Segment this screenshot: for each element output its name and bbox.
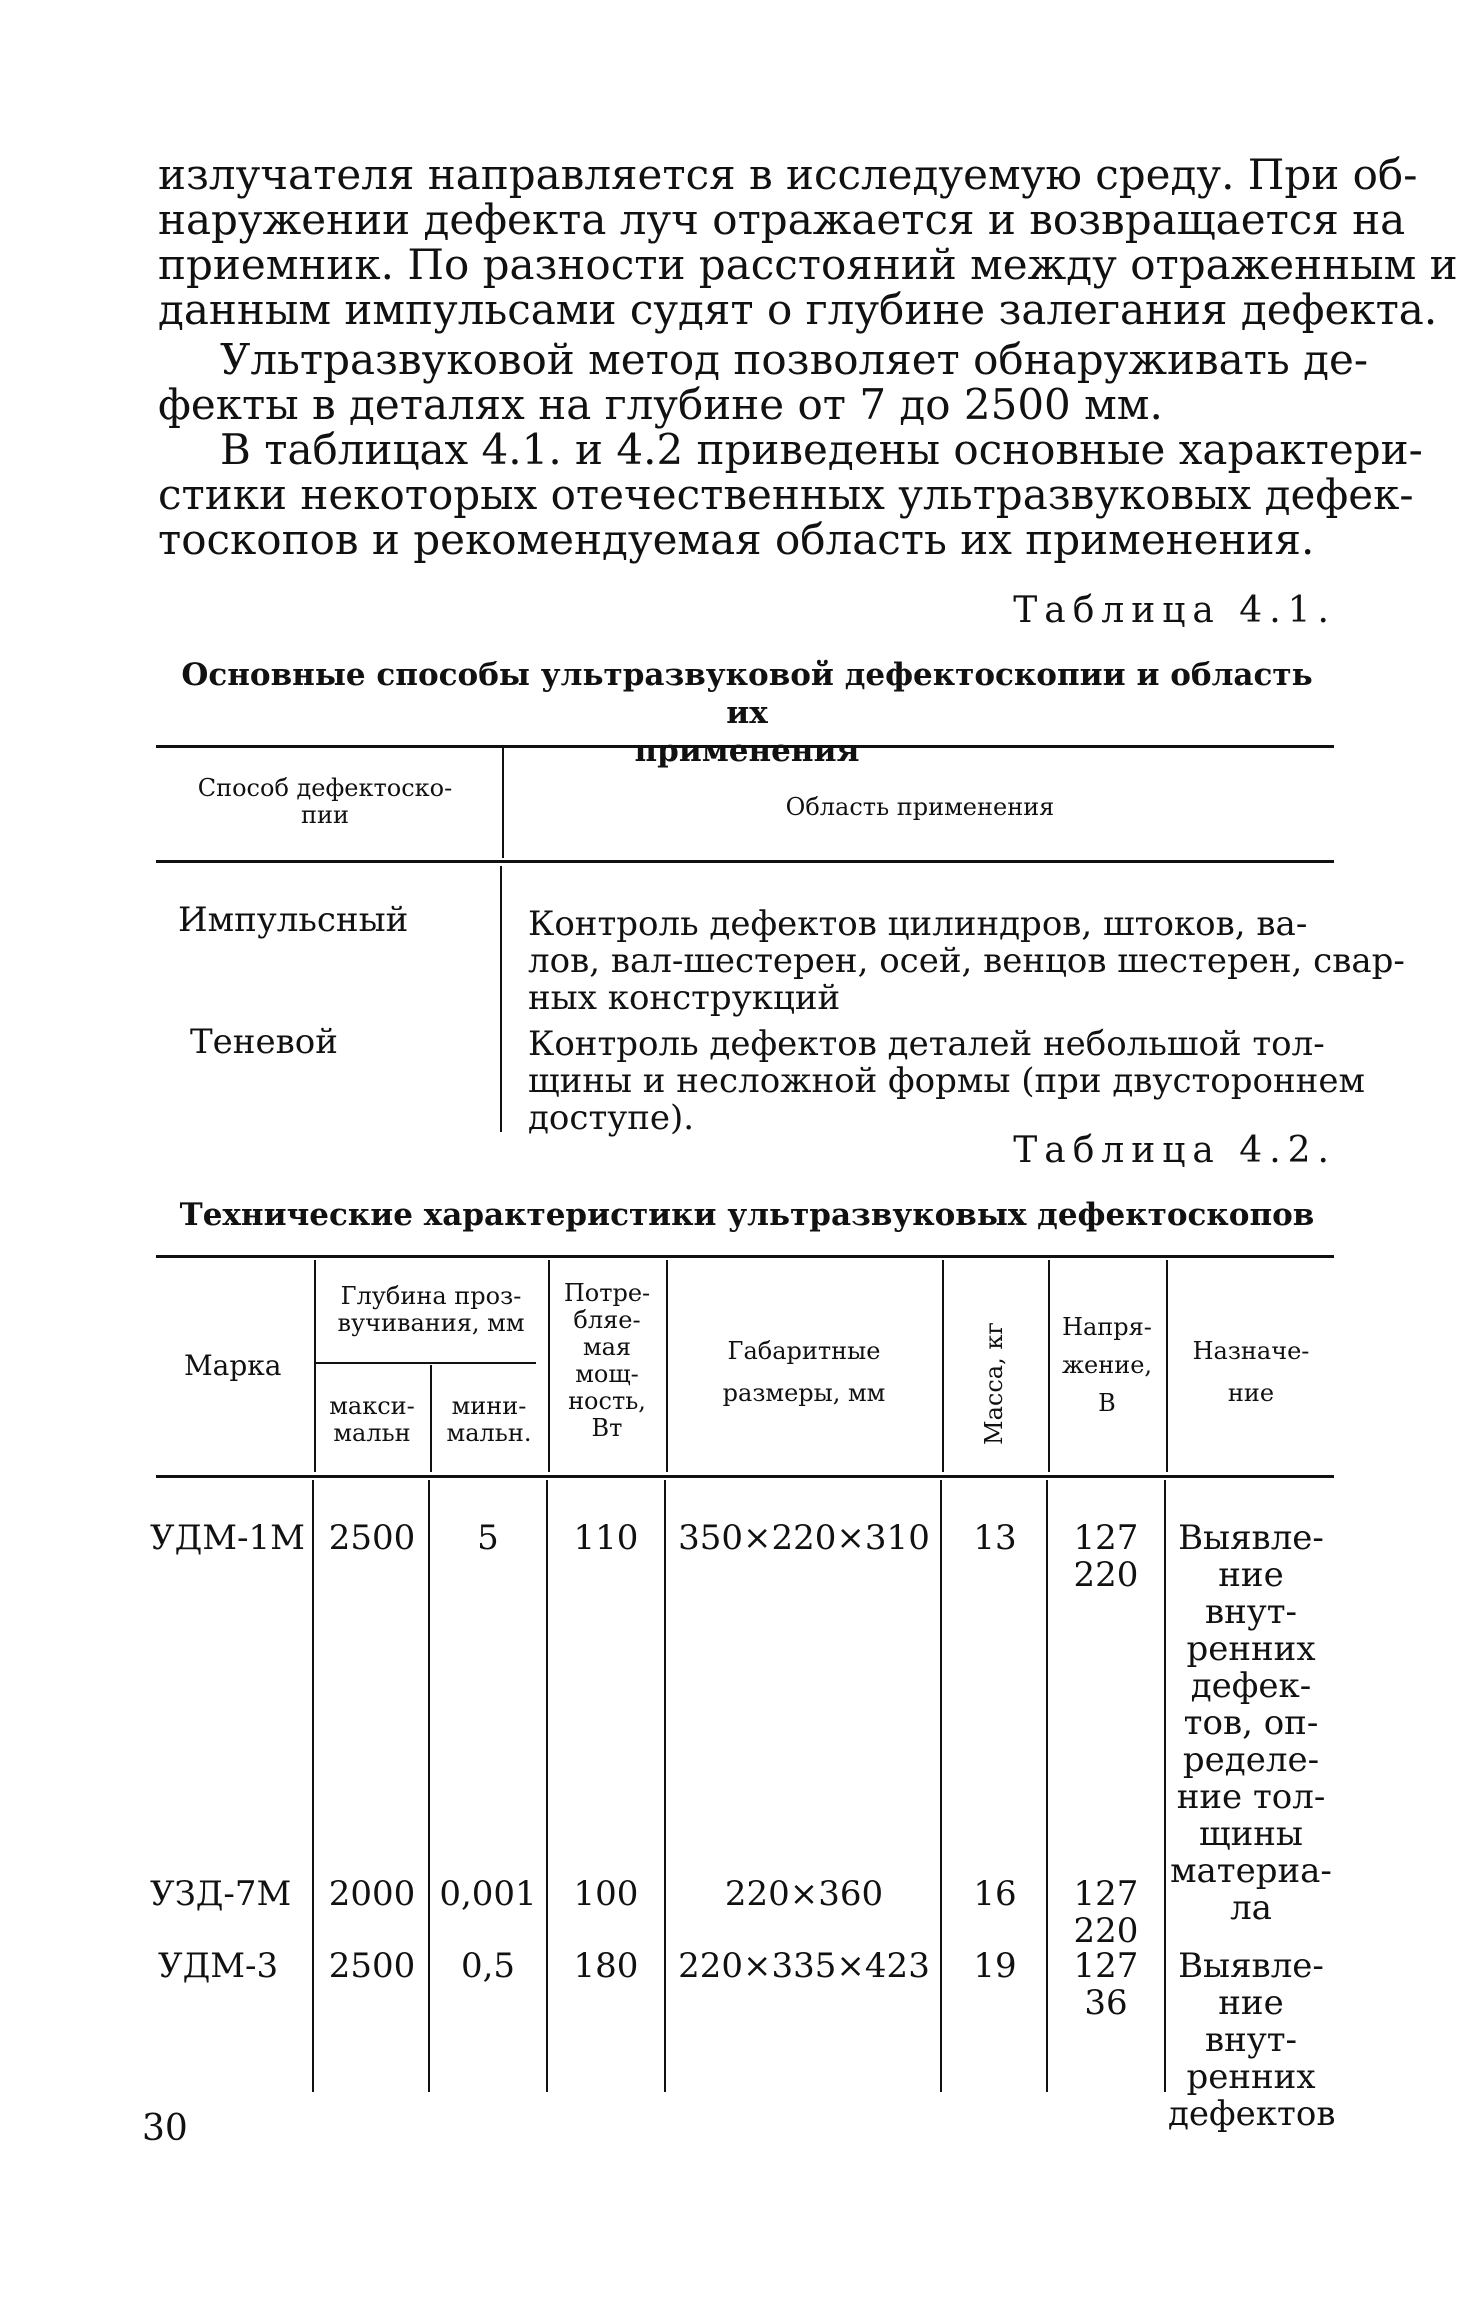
table1-header-divider [502,748,504,858]
table2-divider-5 [942,1260,944,1472]
table2-row1-purpose: Выявле- ние внут- ренних дефек- тов, оп- ределе- ние тол- щины материа- ла [1170,1518,1332,1928]
table2-row1-mark: УДМ-1М [150,1518,305,1558]
paragraph-2: Ультразвуковой метод позволяет обнаруживать де- [220,335,1369,384]
table2-row3-voltage: 127 36 [1073,1946,1139,2023]
table2-body-divider-3 [546,1480,548,2092]
table2-row3-power: 180 [573,1946,639,1986]
table2-header-power: Потре- бляе- мая мощ- ность, Вт [563,1279,651,1442]
table1-row1-area: Контроль дефектов цилиндров, штоков, ва- лов, вал-шестерен, осей, венцов шестерен, свар- ных конструкций [528,904,1405,1018]
table2-number: Таблица 4.2. [1013,1130,1336,1171]
table2-header-depth-min: мини- мальн. [446,1392,532,1447]
table2-row2-dims: 220×360 [724,1874,884,1914]
table2-row1-power: 110 [573,1518,639,1558]
table1-header-area: Область применения [785,793,1055,821]
table2-row2-mass: 16 [973,1874,1017,1914]
table2-header-depth-max: макси- мальн [329,1392,415,1447]
table1-number: Таблица 4.1. [1013,590,1336,631]
page-number: 30 [142,2108,188,2149]
table2-row1-voltage: 127 220 [1073,1518,1139,1595]
table1-row2-area: Контроль дефектов деталей небольшой тол- щины и несложной формы (при двустороннем доступе). [528,1024,1365,1138]
table2-row1-min: 5 [477,1518,499,1558]
table2-body-divider-1 [312,1480,314,2092]
table2-body-divider-2 [428,1480,430,2092]
table2-title: Технические характеристики ультразвуковых дефектоскопов [179,1197,1315,1233]
table2-header-rule [156,1475,1334,1478]
table2-row3-mark: УДМ-3 [158,1946,279,1986]
table2-top-rule [156,1255,1334,1258]
table2-body-divider-7 [1164,1480,1166,2092]
table2-depth-subrule [316,1362,536,1364]
table2-row1-mass: 13 [973,1518,1017,1558]
table2-header-mass: Масса, кг [980,1322,1008,1445]
table1-row1-method: Импульсный [178,900,409,940]
table1-body-divider [500,866,502,1132]
table2-body-divider-5 [940,1480,942,2092]
paragraph-3: В таблицах 4.1. и 4.2 приведены основные характери- [220,425,1423,474]
table1-header-rule [156,860,1334,863]
table2-row3-max: 2500 [328,1946,416,1986]
table2-row3-min: 0,5 [460,1946,516,1986]
table2-row2-min: 0,001 [439,1874,537,1914]
table2-header-depth: Глубина проз- вучивания, мм [337,1282,525,1337]
table2-header-voltage: Напря- жение, В [1061,1313,1153,1417]
table2-header-purpose: Назначе- ние [1192,1337,1310,1407]
table2-body-divider-4 [664,1480,666,2092]
table1-title: Основные способы ультразвуковой дефектоскопии и область их применения [181,657,1313,769]
paragraph-2-cont: фекты в деталях на глубине от 7 до 2500 мм. [158,380,1163,429]
table2-row2-power: 100 [573,1874,639,1914]
table1-row2-method: Теневой [190,1022,338,1062]
table2-row2-mark: УЗД-7М [150,1874,292,1914]
table2-row1-dims: 350×220×310 [678,1518,930,1558]
paragraph-1: излучателя направляется в исследуемую среду. При об- наружении дефекта луч отражается и возвращается на приемник. По разности расстояний между отраженным и данным импульсами судят о глубине залегания дефекта. [158,150,1458,334]
table2-header-dims: Габаритные размеры, мм [722,1337,886,1407]
table2-row3-purpose: Выявле- ние внут- ренних дефектов [1168,1946,1336,2134]
table2-row1-max: 2500 [328,1518,416,1558]
table2-row2-voltage: 127 220 [1073,1874,1139,1951]
table1-header-method: Способ дефектоско- пии [197,774,453,829]
table2-header-mark: Марка [184,1349,282,1382]
table2-row3-mass: 19 [973,1946,1017,1986]
table2-row2-max: 2000 [328,1874,416,1914]
table2-row3-dims: 220×335×423 [678,1946,930,1986]
table1-top-rule [156,745,1334,748]
paragraph-3-cont: стики некоторых отечественных ультразвуковых дефек- тоскопов и рекомендуемая область их применения. [158,470,1414,564]
table2-body-divider-6 [1046,1480,1048,2092]
